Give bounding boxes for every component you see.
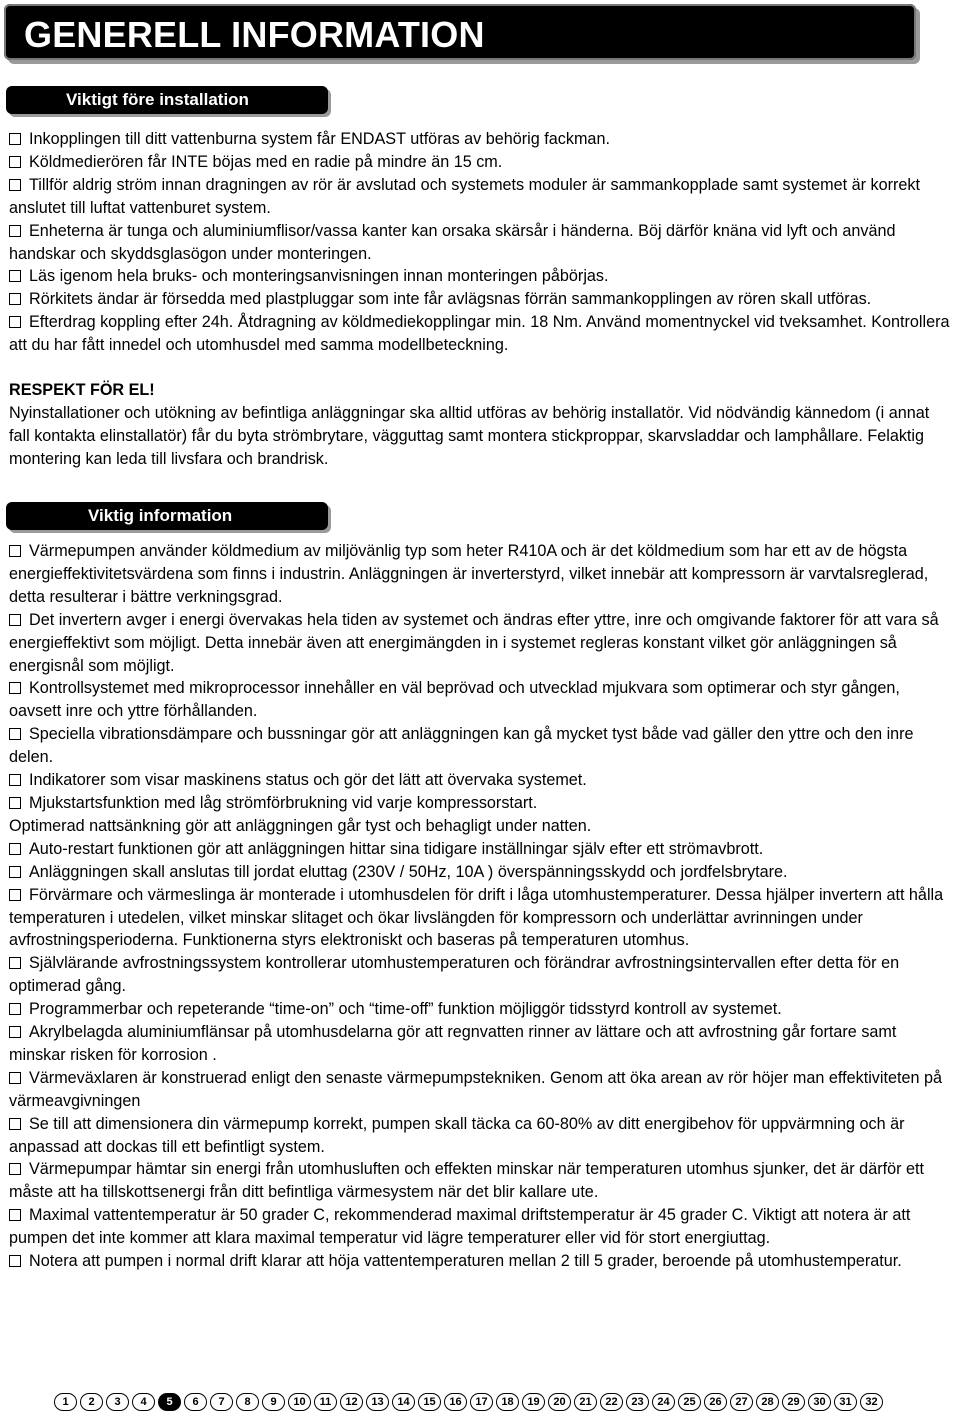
list-item: Rörkitets ändar är försedda med plastpluggar som inte får avlägsnas förrän sammankopplingen av rören skall utföras. bbox=[9, 288, 954, 311]
page-number-12[interactable]: 12 bbox=[340, 1393, 363, 1411]
page-number-29[interactable]: 29 bbox=[782, 1393, 805, 1411]
list-item: Inkopplingen till ditt vattenburna system får ENDAST utföras av behörig fackman. bbox=[9, 128, 954, 151]
checkbox-bullet-icon bbox=[9, 728, 21, 740]
page-number-16[interactable]: 16 bbox=[444, 1393, 467, 1411]
list-item: Köldmedierören får INTE böjas med en radie på mindre än 15 cm. bbox=[9, 151, 954, 174]
list-item: Programmerbar och repeterande “time-on” och “time-off” funktion möjliggör tidsstyrd kontroll av systemet. bbox=[9, 998, 954, 1021]
checkbox-bullet-icon bbox=[9, 889, 21, 901]
checkbox-bullet-icon bbox=[9, 545, 21, 557]
checkbox-bullet-icon bbox=[9, 682, 21, 694]
section-heading-label: Viktig information bbox=[88, 506, 233, 525]
page-number-3[interactable]: 3 bbox=[106, 1393, 129, 1411]
checkbox-bullet-icon bbox=[9, 774, 21, 786]
page-title: GENERELL INFORMATION bbox=[24, 14, 485, 55]
list-item: Kontrollsystemet med mikroprocessor innehåller en väl beprövad och utvecklad mjukvara som optimerar och styr gången, oavsett inre och yttre förhållanden. bbox=[9, 679, 900, 721]
list-item: Indikatorer som visar maskinens status och gör det lätt att övervaka systemet. bbox=[9, 769, 954, 792]
checkbox-bullet-icon bbox=[9, 1072, 21, 1084]
checkbox-bullet-icon bbox=[9, 843, 21, 855]
list-item: Värmepumpen använder köldmedium av miljövänlig typ som heter R410A och är det köldmedium som har ett av de högsta energieffektivitetsvärdena som finns i industrin. Anläggningen är inverterstyrd, vilket innebär att kompressorn är varvtalsreglerad, detta resulterar i bättre verkningsgrad. bbox=[9, 542, 929, 606]
list-item: Självlärande avfrostningssystem kontrollerar utomhustemperaturen och förändrar avfrostningsintervallen efter detta för en optimerad gång. bbox=[9, 954, 900, 996]
page-number-6[interactable]: 6 bbox=[184, 1393, 207, 1411]
page-number-25[interactable]: 25 bbox=[678, 1393, 701, 1411]
checkbox-bullet-icon bbox=[9, 156, 21, 168]
page-number-8[interactable]: 8 bbox=[236, 1393, 259, 1411]
page-number-17[interactable]: 17 bbox=[470, 1393, 493, 1411]
page-number-26[interactable]: 26 bbox=[704, 1393, 727, 1411]
list-item: Anläggningen skall anslutas till jordat eluttag (230V / 50Hz, 10A ) överspänningsskydd och jordfelsbrytare. bbox=[9, 861, 954, 884]
page-number-11[interactable]: 11 bbox=[314, 1393, 337, 1411]
page-number-1[interactable]: 1 bbox=[54, 1393, 77, 1411]
list-item: Tillför aldrig ström innan dragningen av rör är avslutad och systemets moduler är sammankopplade samt systemet är korrekt anslutet till luftat vattenburet system. bbox=[9, 175, 920, 217]
list-item: Efterdrag koppling efter 24h. Åtdragning av köldmediekopplingar min. 18 Nm. Använd momentnyckel vid tveksamhet. Kontrollera att du har fått innedel och utomhusdel med samma modellbeteckning. bbox=[9, 313, 950, 355]
list-item: Maximal vattentemperatur är 50 grader C, rekommenderad maximal driftstemperatur är 45 grader C. Viktigt att notera är att pumpen det inte kommer att klara maximal temperatur vid lägre temperaturer eller vid för stort energiuttag. bbox=[9, 1206, 911, 1248]
page-number-23[interactable]: 23 bbox=[626, 1393, 649, 1411]
section-heading-important-information bbox=[6, 502, 328, 530]
page-number-strip bbox=[54, 1393, 883, 1413]
checkbox-bullet-icon bbox=[9, 179, 21, 191]
page-number-18[interactable]: 18 bbox=[496, 1393, 519, 1411]
page-number-4[interactable]: 4 bbox=[132, 1393, 155, 1411]
checkbox-bullet-icon bbox=[9, 1255, 21, 1267]
checkbox-bullet-icon bbox=[9, 866, 21, 878]
page-number-27[interactable]: 27 bbox=[730, 1393, 753, 1411]
section-heading-before-installation bbox=[6, 86, 328, 114]
checkbox-bullet-icon bbox=[9, 293, 21, 305]
page-title-bar bbox=[4, 4, 916, 60]
checkbox-bullet-icon bbox=[9, 1003, 21, 1015]
section-heading-label: Viktigt före installation bbox=[66, 90, 249, 109]
page-number-21[interactable]: 21 bbox=[574, 1393, 597, 1411]
electricity-warning-text: Nyinstallationer och utökning av befintliga anläggningar ska alltid utföras av behörig installatör. Vid nödvändig kännedom (i annat fall kontakta elinstallatör) får du byta strömbrytare, vägguttag samt montera stickproppar, skarvsladdar och lamphållare. Felaktig montering kan leda till livsfara och brandrisk. bbox=[9, 403, 930, 468]
page-number-2[interactable]: 2 bbox=[80, 1393, 103, 1411]
section-before-installation-content bbox=[9, 128, 954, 471]
page-number-15[interactable]: 15 bbox=[418, 1393, 441, 1411]
page-number-9[interactable]: 9 bbox=[262, 1393, 285, 1411]
page-number-30[interactable]: 30 bbox=[808, 1393, 831, 1411]
page-number-19[interactable]: 19 bbox=[522, 1393, 545, 1411]
list-item: Värmepumpar hämtar sin energi från utomhusluften och effekten minskar när temperaturen utomhus sjunker, det är därför ett måste att ha tillskottsenergi från ditt befintliga värmesystem när det blir kallare ute. bbox=[9, 1160, 924, 1202]
checkbox-bullet-icon bbox=[9, 1209, 21, 1221]
page-number-31[interactable]: 31 bbox=[834, 1393, 857, 1411]
page-number-20[interactable]: 20 bbox=[548, 1393, 571, 1411]
list-item: Speciella vibrationsdämpare och bussningar gör att anläggningen kan gå mycket tyst både vad gäller den yttre och den inre delen. bbox=[9, 725, 914, 767]
checkbox-bullet-icon bbox=[9, 797, 21, 809]
list-item: Enheterna är tunga och aluminiumflisor/vassa kanter kan orsaka skärsår i händerna. Böj därför knäna vid lyft och använd handskar och skyddsglasögon under monteringen. bbox=[9, 221, 896, 263]
page-number-32[interactable]: 32 bbox=[860, 1393, 883, 1411]
list-item: Akrylbelagda aluminiumflänsar på utomhusdelarna gör att regnvatten rinner av lättare och att avfrostning går fortare samt minskar risken för korrosion . bbox=[9, 1023, 897, 1064]
page-number-28[interactable]: 28 bbox=[756, 1393, 779, 1411]
checkbox-bullet-icon bbox=[9, 270, 21, 282]
page-number-24[interactable]: 24 bbox=[652, 1393, 675, 1411]
list-item: Läs igenom hela bruks- och monteringsanvisningen innan monteringen påbörjas. bbox=[9, 265, 954, 288]
feature-list bbox=[9, 540, 954, 1273]
page-number-22[interactable]: 22 bbox=[600, 1393, 623, 1411]
section-important-information-content bbox=[9, 540, 954, 1273]
page-number-13[interactable]: 13 bbox=[366, 1393, 389, 1411]
checkbox-bullet-icon bbox=[9, 225, 21, 237]
electricity-warning-title: RESPEKT FÖR EL! bbox=[9, 381, 155, 400]
list-item: Auto-restart funktionen gör att anläggningen hittar sina tidigare inställningar själv efter ett strömavbrott. bbox=[9, 838, 954, 861]
list-item: Notera att pumpen i normal drift klarar att höja vattentemperaturen mellan 2 till 5 grader, beroende på utomhustemperatur. bbox=[9, 1250, 954, 1273]
checkbox-bullet-icon bbox=[9, 133, 21, 145]
page-number-14[interactable]: 14 bbox=[392, 1393, 415, 1411]
page-number-5[interactable]: 5 bbox=[158, 1393, 181, 1411]
list-item: Se till att dimensionera din värmepump korrekt, pumpen skall täcka ca 60-80% av ditt energibehov för uppvärmning och är anpassad att dockas till ett befintligt system. bbox=[9, 1114, 905, 1156]
page-number-7[interactable]: 7 bbox=[210, 1393, 233, 1411]
checkbox-bullet-icon bbox=[9, 1163, 21, 1175]
checkbox-bullet-icon bbox=[9, 1118, 21, 1130]
list-item: Mjukstartsfunktion med låg strömförbrukning vid varje kompressorstart. bbox=[9, 792, 954, 815]
list-item: Värmeväxlaren är konstruerad enligt den senaste värmepumpstekniken. Genom att öka arean av rör höjer man effektiviteten på värmeavgivningen bbox=[9, 1068, 942, 1110]
page-number-10[interactable]: 10 bbox=[288, 1393, 311, 1411]
checkbox-bullet-icon bbox=[9, 1026, 21, 1038]
list-item: Det invertern avger i energi övervakas hela tiden av systemet och ändras efter yttre, inre och omgivande faktorer för att vara så energieffektivt som möjligt. Detta innebär även att energimängden in i systemet regleras konstant vilket gör anläggningen så energisnål som möjligt. bbox=[9, 610, 939, 675]
list-item: Optimerad nattsänkning gör att anläggningen går tyst och behagligt under natten. bbox=[9, 816, 592, 835]
checkbox-bullet-icon bbox=[9, 957, 21, 969]
checkbox-bullet-icon bbox=[9, 316, 21, 328]
list-item: Förvärmare och värmeslinga är monterade i utomhusdelen för drift i låga utomhustemperaturer. Dessa hjälper invertern att hålla temperaturen i utedelen, vilket minskar slitaget och ökar livslängden för kompressorn och underlättar avrinningen under avfrostningsperioderna. Funktionerna styrs elektroniskt och baseras på temperaturen utomhus. bbox=[9, 885, 944, 950]
checkbox-bullet-icon bbox=[9, 614, 21, 626]
